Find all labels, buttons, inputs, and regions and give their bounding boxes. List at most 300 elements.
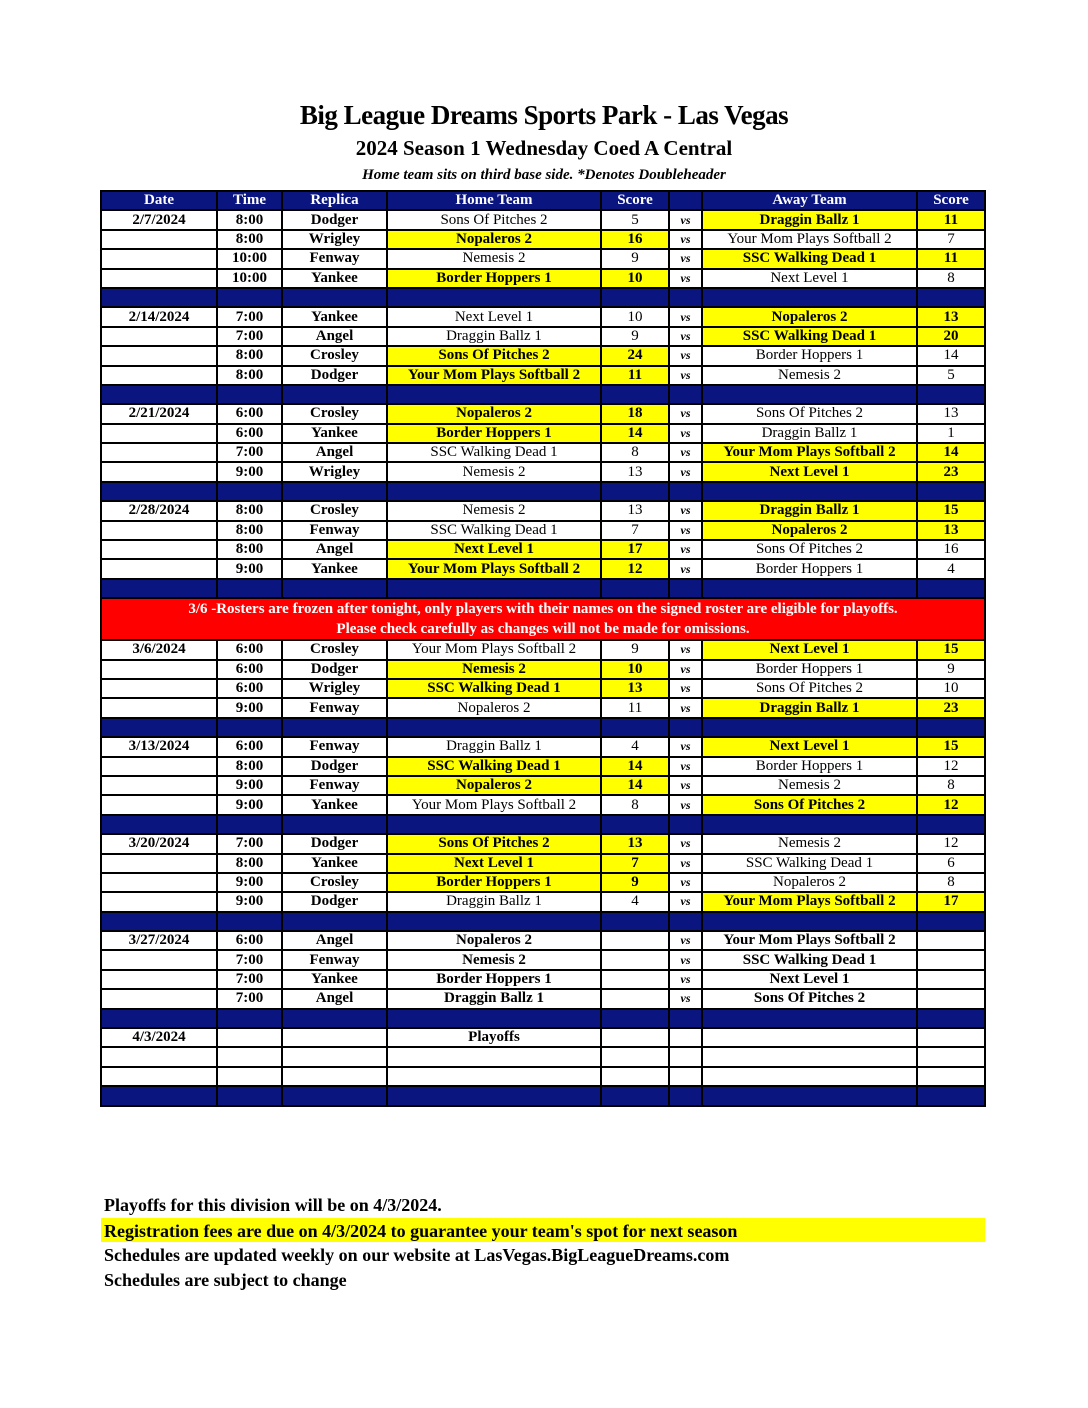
time-cell: 6:00 [217,737,282,756]
spacer-cell [917,815,985,834]
away-team-cell: Nemesis 2 [702,776,917,795]
time-cell: 10:00 [217,249,282,268]
vs-cell: vs [669,210,702,229]
home-score-cell: 10 [601,307,669,326]
date-cell: 2/21/2024 [101,404,217,423]
away-score-cell: 12 [917,757,985,776]
spacer-cell [101,718,217,737]
away-score-cell [917,989,985,1008]
spacer-cell [669,815,702,834]
vs-cell: vs [669,989,702,1008]
home-score-cell [601,950,669,969]
date-cell [101,327,217,346]
header-cell: Away Team [702,191,917,210]
game-row [101,210,985,229]
away-score-cell: 11 [917,210,985,229]
home-team-cell: Border Hoppers 1 [387,873,601,892]
spacer-cell [702,288,917,307]
home-score-cell: 10 [601,660,669,679]
home-team-cell: Next Level 1 [387,854,601,873]
date-cell: 3/27/2024 [101,931,217,950]
spacer-cell [217,1086,282,1105]
spacer-cell [101,482,217,501]
away-team-cell: SSC Walking Dead 1 [702,950,917,969]
time-cell: 8:00 [217,757,282,776]
spacer-cell [282,1086,387,1105]
header-cell: Date [101,191,217,210]
field-cell: Crosley [282,404,387,423]
spacer-cell [282,815,387,834]
field-cell: Crosley [282,346,387,365]
home-team-cell: SSC Walking Dead 1 [387,679,601,698]
vs-cell: vs [669,950,702,969]
date-cell [101,443,217,462]
date-cell [101,795,217,814]
game-row [101,346,985,365]
home-score-cell: 4 [601,737,669,756]
field-cell: Dodger [282,892,387,911]
spacer-cell [601,385,669,404]
spacer-cell [387,288,601,307]
spacer-cell [669,385,702,404]
date-cell: 2/28/2024 [101,501,217,520]
away-team-cell: Border Hoppers 1 [702,757,917,776]
time-cell: 8:00 [217,540,282,559]
time-cell: 7:00 [217,443,282,462]
away-score-cell: 13 [917,307,985,326]
field-cell: Angel [282,931,387,950]
away-team-cell: Next Level 1 [702,269,917,288]
home-score-cell [601,931,669,950]
game-row [101,327,985,346]
empty-cell [101,1067,217,1086]
field-cell: Yankee [282,307,387,326]
empty-cell [387,1067,601,1086]
time-cell: 7:00 [217,970,282,989]
home-score-cell: 8 [601,443,669,462]
away-team-cell: Next Level 1 [702,462,917,481]
time-cell: 9:00 [217,698,282,717]
date-cell: 3/13/2024 [101,737,217,756]
home-team-cell: Sons Of Pitches 2 [387,210,601,229]
empty-cell [601,1047,669,1066]
empty-cell [282,1067,387,1086]
game-row [101,757,985,776]
game-row [101,854,985,873]
game-row [101,795,985,814]
date-cell [101,559,217,578]
spacer-cell [217,912,282,931]
vs-cell: vs [669,249,702,268]
vs-cell: vs [669,698,702,717]
time-cell: 6:00 [217,640,282,659]
field-cell: Crosley [282,640,387,659]
vs-cell: vs [669,795,702,814]
away-team-cell: Your Mom Plays Softball 2 [702,443,917,462]
spacer-cell [387,912,601,931]
spacer-cell [101,385,217,404]
vs-cell: vs [669,346,702,365]
vs-cell: vs [669,931,702,950]
home-team-cell: Nemesis 2 [387,501,601,520]
empty-cell [601,1028,669,1047]
away-score-cell: 6 [917,854,985,873]
away-team-cell: Border Hoppers 1 [702,346,917,365]
spacer-cell [217,288,282,307]
home-team-cell: Nemesis 2 [387,660,601,679]
vs-cell: vs [669,230,702,249]
home-score-cell: 14 [601,424,669,443]
time-cell: 8:00 [217,501,282,520]
away-team-cell: Draggin Ballz 1 [702,698,917,717]
game-row [101,559,985,578]
home-team-cell: Border Hoppers 1 [387,424,601,443]
empty-cell [702,1067,917,1086]
vs-cell: vs [669,873,702,892]
away-score-cell: 8 [917,269,985,288]
field-cell: Dodger [282,757,387,776]
playoffs-row [101,1028,985,1047]
away-score-cell: 23 [917,698,985,717]
date-cell: 3/6/2024 [101,640,217,659]
header-cell: Time [217,191,282,210]
date-cell [101,521,217,540]
field-cell: Fenway [282,776,387,795]
roster-freeze-banner [101,598,985,640]
home-score-cell: 10 [601,269,669,288]
vs-cell: vs [669,501,702,520]
spacer-cell [669,1009,702,1028]
home-team-cell: Sons Of Pitches 2 [387,834,601,853]
spacer-row [101,718,985,737]
home-team-cell: Draggin Ballz 1 [387,892,601,911]
game-row [101,521,985,540]
home-team-cell: Draggin Ballz 1 [387,989,601,1008]
time-cell [217,1028,282,1047]
date-cell [101,679,217,698]
home-score-cell: 7 [601,521,669,540]
date-cell [101,698,217,717]
spacer-cell [217,579,282,598]
date-cell [101,892,217,911]
vs-cell: vs [669,854,702,873]
home-team-cell: Nopaleros 2 [387,776,601,795]
away-score-cell: 16 [917,540,985,559]
header-row [101,191,985,210]
away-team-cell: SSC Walking Dead 1 [702,249,917,268]
spacer-cell [217,815,282,834]
away-score-cell: 15 [917,737,985,756]
game-row [101,989,985,1008]
home-team-cell: Next Level 1 [387,540,601,559]
spacer-cell [601,1086,669,1105]
empty-cell [101,1047,217,1066]
away-team-cell: Draggin Ballz 1 [702,501,917,520]
away-team-cell: Sons Of Pitches 2 [702,989,917,1008]
spacer-row [101,1086,985,1105]
date-cell: 2/7/2024 [101,210,217,229]
schedule-note: Home team sits on third base side. *Denotes Doubleheader [362,167,726,183]
away-team-cell: Sons Of Pitches 2 [702,795,917,814]
footer-registration-note: Registration fees are due on 4/3/2024 to guarantee your team's spot for next season [101,1218,985,1242]
field-cell: Wrigley [282,679,387,698]
away-score-cell: 5 [917,366,985,385]
time-cell: 10:00 [217,269,282,288]
spacer-cell [601,912,669,931]
empty-cell [282,1047,387,1066]
away-team-cell: SSC Walking Dead 1 [702,854,917,873]
field-cell: Fenway [282,249,387,268]
home-score-cell: 16 [601,230,669,249]
vs-cell: vs [669,679,702,698]
away-team-cell: Next Level 1 [702,737,917,756]
home-score-cell: 24 [601,346,669,365]
away-team-cell: Border Hoppers 1 [702,559,917,578]
away-score-cell [917,970,985,989]
game-row [101,950,985,969]
away-score-cell: 1 [917,424,985,443]
away-score-cell: 4 [917,559,985,578]
spacer-cell [282,385,387,404]
away-team-cell: Sons Of Pitches 2 [702,679,917,698]
home-score-cell: 11 [601,366,669,385]
spacer-cell [282,718,387,737]
field-cell: Fenway [282,737,387,756]
spacer-cell [601,579,669,598]
page-title: Big League Dreams Sports Park - Las Vegas [299,100,789,130]
spacer-cell [601,482,669,501]
away-score-cell: 23 [917,462,985,481]
home-score-cell: 9 [601,873,669,892]
game-row [101,424,985,443]
home-team-cell: Your Mom Plays Softball 2 [387,795,601,814]
game-row [101,737,985,756]
away-team-cell: Next Level 1 [702,970,917,989]
vs-cell: vs [669,443,702,462]
footer-playoffs-note: Playoffs for this division will be on 4/3/2024. [104,1195,442,1215]
vs-cell: vs [669,404,702,423]
spacer-cell [217,1009,282,1028]
away-team-cell: Your Mom Plays Softball 2 [702,892,917,911]
vs-cell: vs [669,327,702,346]
header-cell: Replica [282,191,387,210]
game-row [101,970,985,989]
field-cell [282,1028,387,1047]
spacer-cell [702,385,917,404]
game-row [101,307,985,326]
spacer-cell [282,1009,387,1028]
home-score-cell: 13 [601,501,669,520]
empty-cell [917,1067,985,1086]
field-cell: Yankee [282,854,387,873]
away-score-cell: 14 [917,346,985,365]
home-score-cell: 18 [601,404,669,423]
spacer-cell [601,1009,669,1028]
spacer-cell [101,912,217,931]
field-cell: Angel [282,443,387,462]
spacer-cell [702,1009,917,1028]
game-row [101,679,985,698]
banner-cell [101,598,985,640]
empty-cell [217,1067,282,1086]
banner-line: 3/6 -Rosters are frozen after tonight, only players with their names on the signed roster are eligible for playoffs. [188,601,898,618]
time-cell: 8:00 [217,366,282,385]
time-cell: 7:00 [217,307,282,326]
field-cell: Fenway [282,521,387,540]
spacer-cell [387,1009,601,1028]
game-row [101,892,985,911]
away-score-cell: 8 [917,873,985,892]
game-row [101,834,985,853]
game-row [101,404,985,423]
time-cell: 8:00 [217,230,282,249]
vs-cell: vs [669,462,702,481]
spacer-cell [282,288,387,307]
home-team-cell: Nemesis 2 [387,950,601,969]
spacer-cell [101,1009,217,1028]
spacer-cell [217,718,282,737]
spacer-row [101,288,985,307]
home-score-cell: 9 [601,640,669,659]
game-row [101,931,985,950]
time-cell: 7:00 [217,989,282,1008]
time-cell: 6:00 [217,424,282,443]
home-score-cell: 14 [601,776,669,795]
home-team-cell: Nopaleros 2 [387,230,601,249]
field-cell: Yankee [282,795,387,814]
away-score-cell: 10 [917,679,985,698]
away-score-cell [917,950,985,969]
empty-cell [702,1028,917,1047]
field-cell: Yankee [282,424,387,443]
date-cell [101,970,217,989]
home-score-cell: 11 [601,698,669,717]
vs-cell: vs [669,424,702,443]
time-cell: 9:00 [217,776,282,795]
vs-cell: vs [669,559,702,578]
spacer-cell [101,579,217,598]
spacer-cell [669,288,702,307]
empty-cell [702,1047,917,1066]
away-score-cell: 13 [917,521,985,540]
away-team-cell: Draggin Ballz 1 [702,424,917,443]
game-row [101,501,985,520]
spacer-cell [917,718,985,737]
away-team-cell: Sons Of Pitches 2 [702,540,917,559]
date-cell [101,269,217,288]
home-team-cell: Nopaleros 2 [387,404,601,423]
header-cell [669,191,702,210]
away-score-cell: 15 [917,640,985,659]
away-score-cell: 12 [917,795,985,814]
away-team-cell: Nemesis 2 [702,834,917,853]
empty-row [101,1047,985,1066]
spacer-cell [669,482,702,501]
spacer-cell [702,718,917,737]
home-team-cell: Your Mom Plays Softball 2 [387,366,601,385]
date-cell [101,776,217,795]
time-cell: 9:00 [217,559,282,578]
spacer-cell [669,718,702,737]
date-cell [101,424,217,443]
away-team-cell: Your Mom Plays Softball 2 [702,931,917,950]
away-team-cell: SSC Walking Dead 1 [702,327,917,346]
spacer-cell [601,718,669,737]
spacer-cell [282,912,387,931]
time-cell: 9:00 [217,873,282,892]
away-team-cell: Draggin Ballz 1 [702,210,917,229]
date-cell [101,660,217,679]
spacer-cell [217,385,282,404]
spacer-cell [387,815,601,834]
footer-website-note: Schedules are updated weekly on our website at LasVegas.BigLeagueDreams.com [104,1245,730,1265]
spacer-cell [282,579,387,598]
time-cell: 9:00 [217,892,282,911]
spacer-cell [387,579,601,598]
spacer-cell [217,482,282,501]
time-cell: 9:00 [217,462,282,481]
time-cell: 6:00 [217,931,282,950]
time-cell: 7:00 [217,834,282,853]
home-team-cell: Draggin Ballz 1 [387,737,601,756]
spacer-row [101,482,985,501]
empty-cell [917,1047,985,1066]
spacer-cell [702,482,917,501]
away-score-cell: 9 [917,660,985,679]
spacer-row [101,1009,985,1028]
spacer-cell [669,912,702,931]
spacer-cell [387,1086,601,1105]
vs-cell: vs [669,269,702,288]
home-score-cell: 14 [601,757,669,776]
date-cell [101,950,217,969]
spacer-row [101,385,985,404]
spacer-row [101,815,985,834]
home-score-cell: 5 [601,210,669,229]
home-score-cell: 12 [601,559,669,578]
empty-row [101,1067,985,1086]
game-row [101,660,985,679]
home-score-cell: 7 [601,854,669,873]
away-team-cell: Nopaleros 2 [702,521,917,540]
spacer-cell [917,1086,985,1105]
spacer-cell [101,288,217,307]
field-cell: Angel [282,540,387,559]
spacer-cell [669,579,702,598]
home-score-cell: 9 [601,249,669,268]
time-cell: 6:00 [217,660,282,679]
home-team-cell: SSC Walking Dead 1 [387,757,601,776]
game-row [101,366,985,385]
spacer-cell [601,288,669,307]
home-score-cell: 9 [601,327,669,346]
field-cell: Dodger [282,210,387,229]
home-score-cell [601,970,669,989]
spacer-cell [101,815,217,834]
field-cell: Dodger [282,366,387,385]
spacer-cell [917,912,985,931]
home-score-cell: 4 [601,892,669,911]
game-row [101,443,985,462]
date-cell [101,249,217,268]
date-cell: 4/3/2024 [101,1028,217,1047]
away-score-cell: 13 [917,404,985,423]
away-score-cell: 11 [917,249,985,268]
vs-cell: vs [669,892,702,911]
time-cell: 8:00 [217,521,282,540]
time-cell: 7:00 [217,327,282,346]
vs-cell: vs [669,307,702,326]
